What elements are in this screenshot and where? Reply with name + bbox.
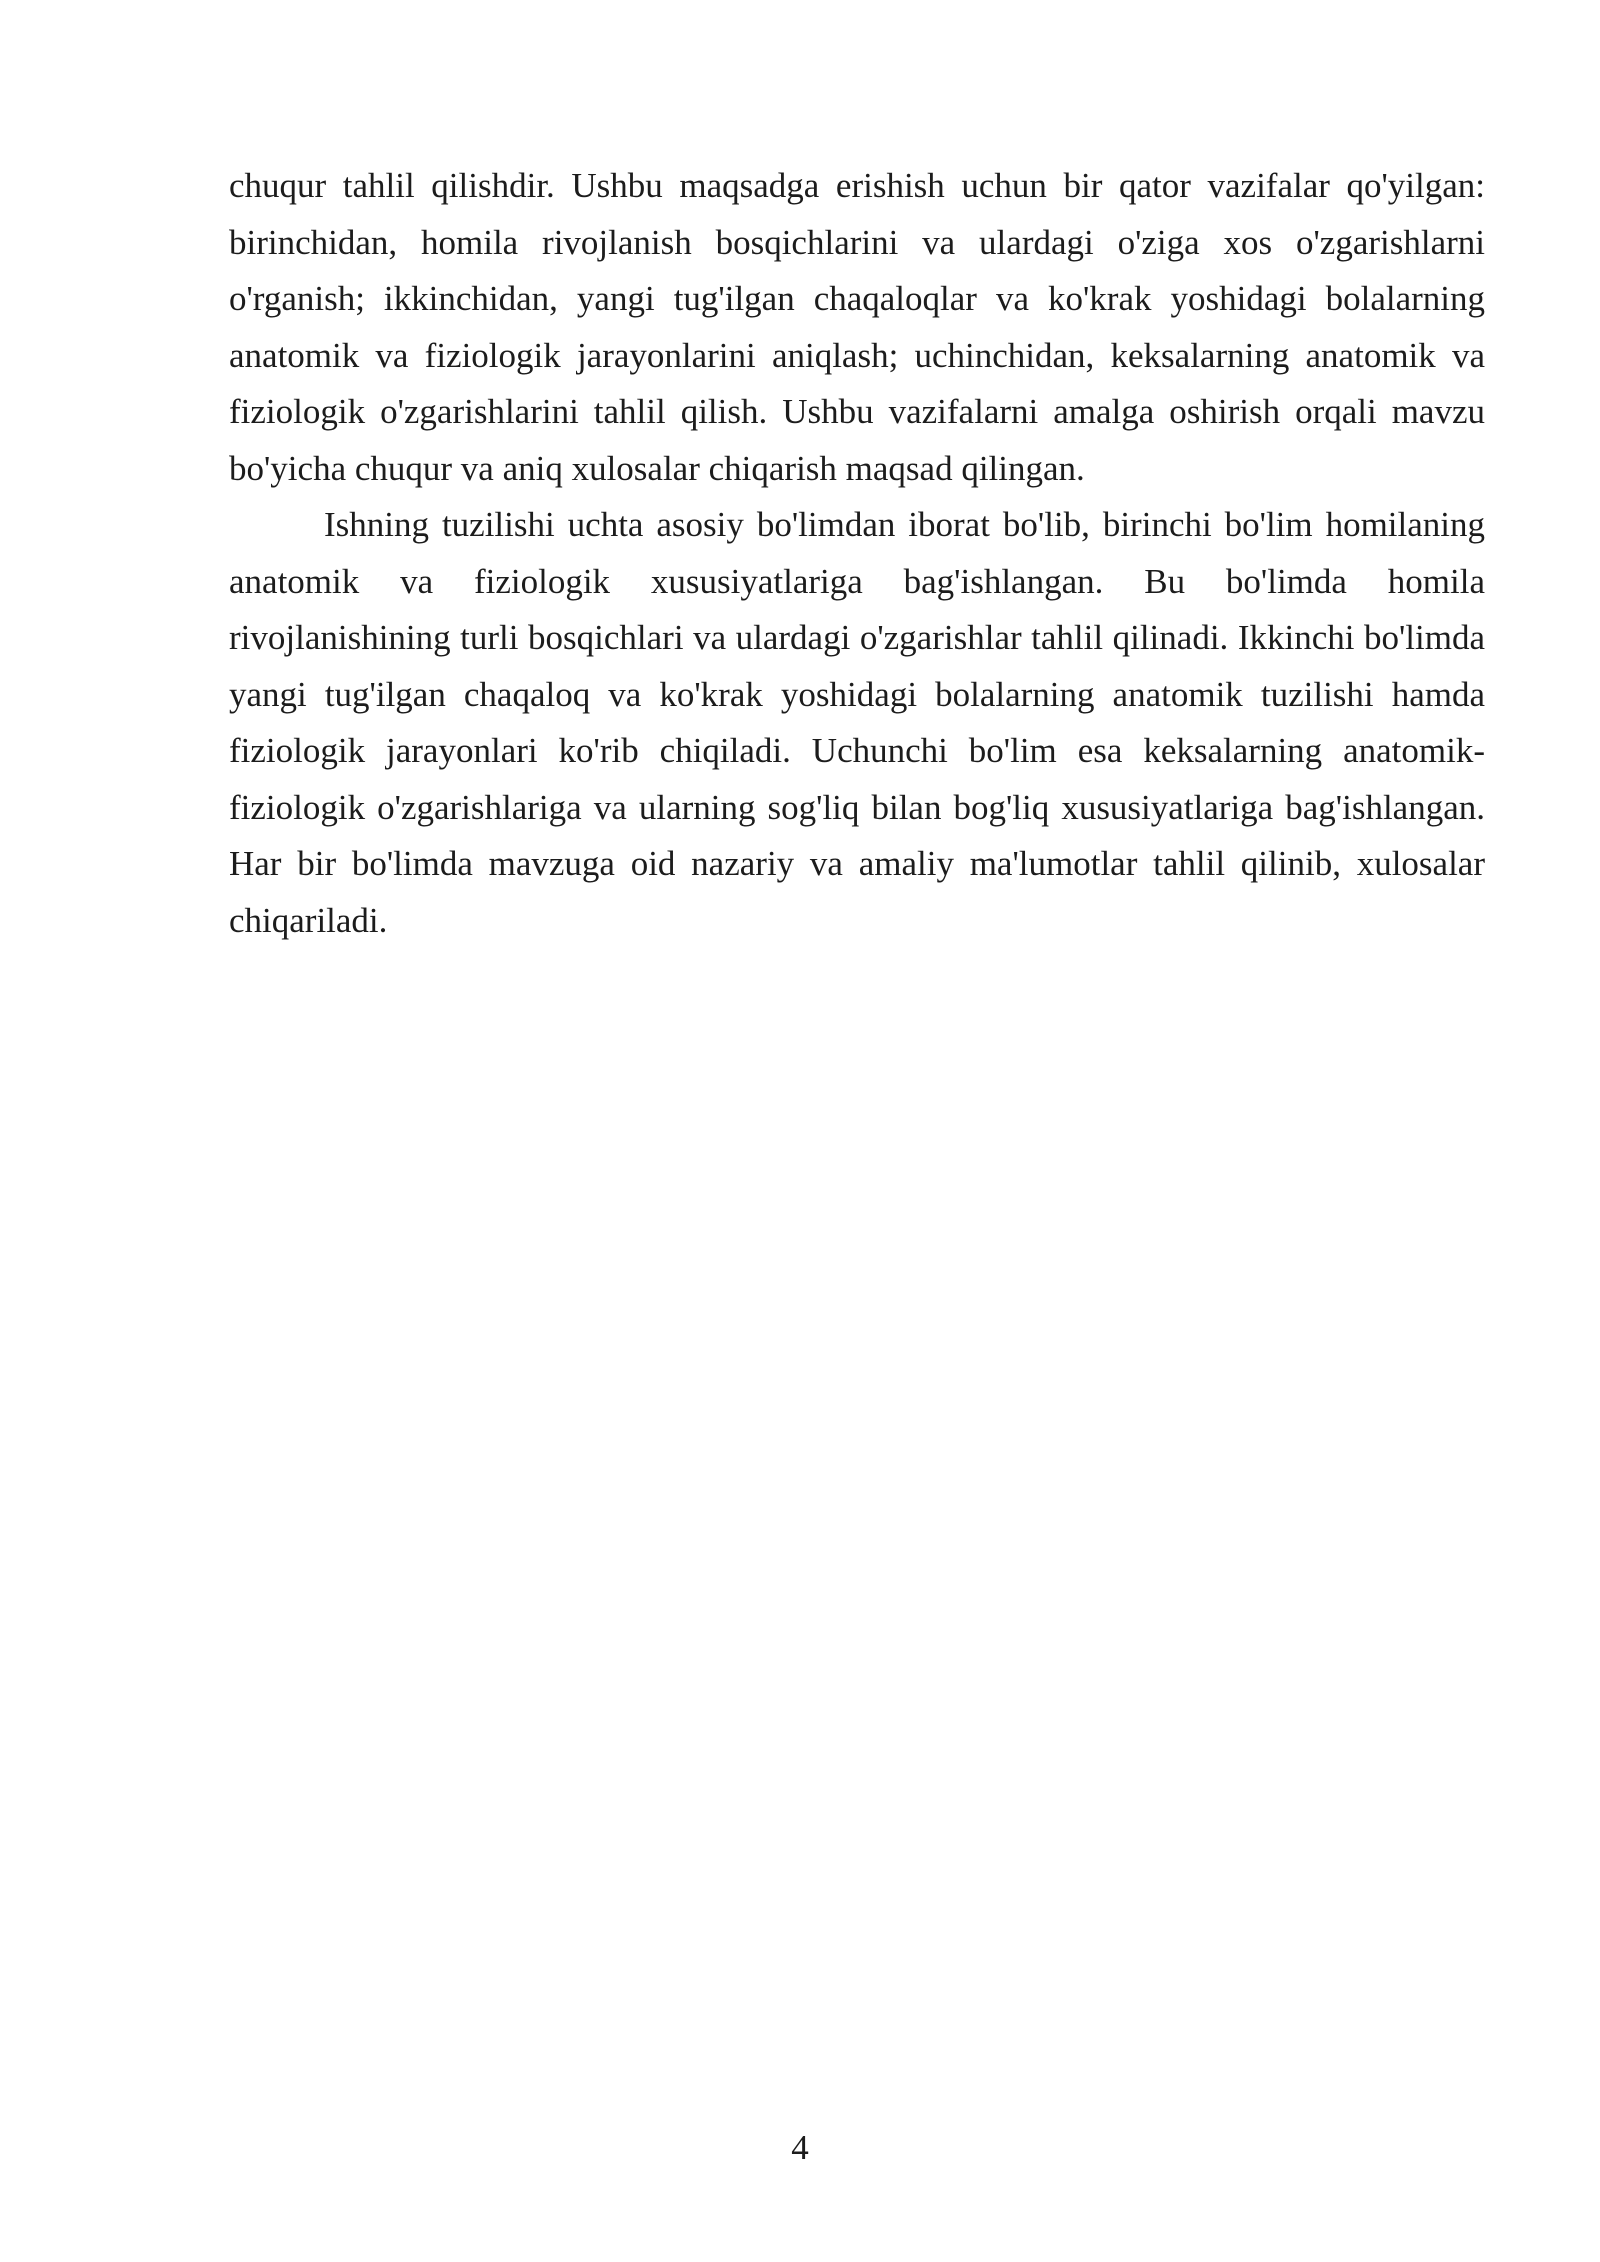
page-number: 4 <box>791 2128 809 2167</box>
body-text <box>229 158 1485 949</box>
paragraph-structure: Ishning tuzilishi uchta asosiy bo'limdan iborat bo'lib, birinchi bo'lim homilaning anatomik va fiziologik xususiyatlariga bag'ishlangan. Bu bo'limda homila rivojlanishining turli bosqichlari va ulardagi o'zgarishlar tahlil qilinadi. Ikkinchi bo'limda yangi tug'ilgan chaqaloq va ko'krak yoshidagi bolalarning anatomik tuzilishi hamda fiziologik jarayonlari ko'rib chiqiladi. Uchunchi bo'lim esa keksalarning anatomik-fiziologik o'zgarishlariga va ularning sog'liq bilan bog'liq xususiyatlariga bag'ishlangan. Har bir bo'limda mavzuga oid nazariy va amaliy ma'lumotlar tahlil qilinib, xulosalar chiqariladi. <box>229 505 1485 940</box>
paragraph-continuation: chuqur tahlil qilishdir. Ushbu maqsadga erishish uchun bir qator vazifalar qo'yilgan: birinchidan, homila rivojlanish bosqichlarini va ulardagi o'ziga xos o'zgarishlarni o'rganish; ikkinchidan, yangi tug'ilgan chaqaloqlar va ko'krak yoshidagi bolalarning anatomik va fiziologik jarayonlarini aniqlash; uchinchidan, keksalarning anatomik va fiziologik o'zgarishlarini tahlil qilish. Ushbu vazifalarni amalga oshirish orqali mavzu bo'yicha chuqur va aniq xulosalar chiqarish maqsad qilingan. <box>229 166 1485 488</box>
